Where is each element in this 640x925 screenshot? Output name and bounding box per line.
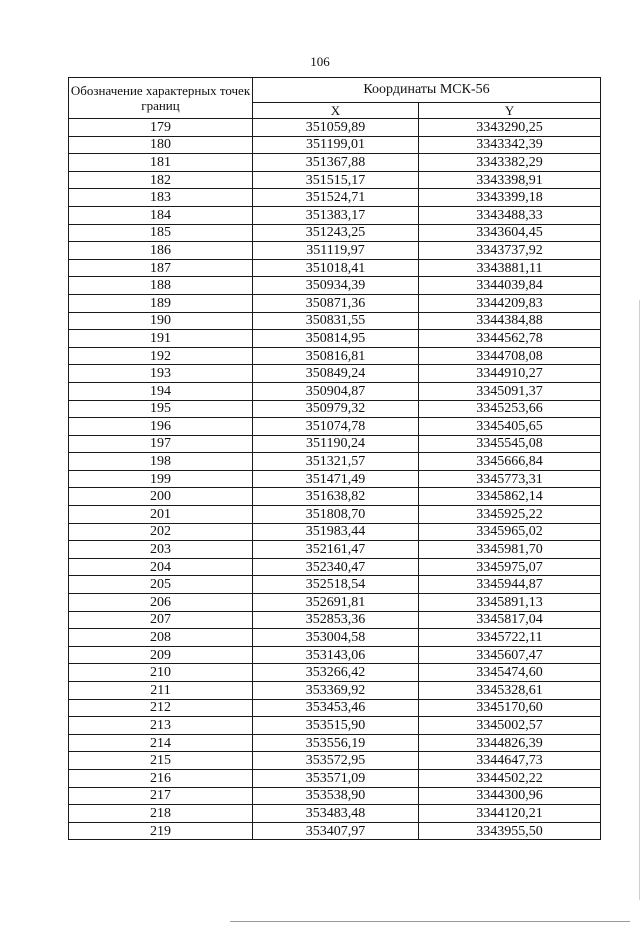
table-row xyxy=(69,259,601,277)
x-coordinate-cell: 352691,81 xyxy=(253,594,419,612)
table-row xyxy=(69,154,601,172)
x-coordinate-cell: 353407,97 xyxy=(253,822,419,840)
table-row xyxy=(69,382,601,400)
x-coordinate-cell: 351808,70 xyxy=(253,506,419,524)
table-row xyxy=(69,576,601,594)
x-coordinate-cell: 352853,36 xyxy=(253,611,419,629)
table-row xyxy=(69,189,601,207)
y-coordinate-cell: 3344039,84 xyxy=(419,277,601,295)
x-coordinate-cell: 353556,19 xyxy=(253,734,419,752)
x-coordinate-cell: 351471,49 xyxy=(253,470,419,488)
point-id-cell: 182 xyxy=(69,171,253,189)
x-coordinate-cell: 351074,78 xyxy=(253,418,419,436)
point-id-cell: 202 xyxy=(69,523,253,541)
table-row xyxy=(69,418,601,436)
y-coordinate-cell: 3344708,08 xyxy=(419,347,601,365)
y-coordinate-cell: 3345817,04 xyxy=(419,611,601,629)
table-row xyxy=(69,717,601,735)
table-row xyxy=(69,769,601,787)
point-id-cell: 206 xyxy=(69,594,253,612)
table-row xyxy=(69,822,601,840)
point-id-cell: 179 xyxy=(69,119,253,137)
point-id-cell: 205 xyxy=(69,576,253,594)
x-coordinate-cell: 351638,82 xyxy=(253,488,419,506)
x-coordinate-cell: 351243,25 xyxy=(253,224,419,242)
table-row xyxy=(69,734,601,752)
header-x: X xyxy=(253,103,419,119)
y-coordinate-cell: 3345965,02 xyxy=(419,523,601,541)
coordinates-table xyxy=(68,77,601,840)
x-coordinate-cell: 351367,88 xyxy=(253,154,419,172)
point-id-cell: 197 xyxy=(69,435,253,453)
point-id-cell: 219 xyxy=(69,822,253,840)
point-id-cell: 193 xyxy=(69,365,253,383)
y-coordinate-cell: 3343382,29 xyxy=(419,154,601,172)
x-coordinate-cell: 350979,32 xyxy=(253,400,419,418)
y-coordinate-cell: 3344209,83 xyxy=(419,294,601,312)
point-id-cell: 184 xyxy=(69,206,253,224)
x-coordinate-cell: 352518,54 xyxy=(253,576,419,594)
point-id-cell: 213 xyxy=(69,717,253,735)
x-coordinate-cell: 351983,44 xyxy=(253,523,419,541)
x-coordinate-cell: 353143,06 xyxy=(253,646,419,664)
y-coordinate-cell: 3345607,47 xyxy=(419,646,601,664)
x-coordinate-cell: 352161,47 xyxy=(253,541,419,559)
x-coordinate-cell: 351383,17 xyxy=(253,206,419,224)
y-coordinate-cell: 3344502,22 xyxy=(419,769,601,787)
table-row xyxy=(69,699,601,717)
x-coordinate-cell: 351515,17 xyxy=(253,171,419,189)
table-row xyxy=(69,453,601,471)
point-id-cell: 192 xyxy=(69,347,253,365)
table-row xyxy=(69,611,601,629)
y-coordinate-cell: 3345773,31 xyxy=(419,470,601,488)
table-row xyxy=(69,206,601,224)
table-row xyxy=(69,242,601,260)
table-row xyxy=(69,664,601,682)
y-coordinate-cell: 3344562,78 xyxy=(419,330,601,348)
point-id-cell: 211 xyxy=(69,682,253,700)
point-id-cell: 214 xyxy=(69,734,253,752)
point-id-cell: 201 xyxy=(69,506,253,524)
table-row xyxy=(69,752,601,770)
y-coordinate-cell: 3345981,70 xyxy=(419,541,601,559)
y-coordinate-cell: 3343398,91 xyxy=(419,171,601,189)
point-id-cell: 194 xyxy=(69,382,253,400)
header-y: Y xyxy=(419,103,601,119)
y-coordinate-cell: 3343342,39 xyxy=(419,136,601,154)
point-id-cell: 196 xyxy=(69,418,253,436)
scan-edge-line xyxy=(230,921,630,922)
table-row xyxy=(69,400,601,418)
table-row xyxy=(69,470,601,488)
table-row xyxy=(69,136,601,154)
y-coordinate-cell: 3344384,88 xyxy=(419,312,601,330)
table-row xyxy=(69,646,601,664)
x-coordinate-cell: 351524,71 xyxy=(253,189,419,207)
x-coordinate-cell: 353266,42 xyxy=(253,664,419,682)
table-row xyxy=(69,594,601,612)
x-coordinate-cell: 353369,92 xyxy=(253,682,419,700)
point-id-cell: 210 xyxy=(69,664,253,682)
table-row xyxy=(69,330,601,348)
point-id-cell: 208 xyxy=(69,629,253,647)
y-coordinate-cell: 3345474,60 xyxy=(419,664,601,682)
table-row xyxy=(69,294,601,312)
table-row xyxy=(69,787,601,805)
table-row xyxy=(69,347,601,365)
point-id-cell: 199 xyxy=(69,470,253,488)
y-coordinate-cell: 3343737,92 xyxy=(419,242,601,260)
y-coordinate-cell: 3345925,22 xyxy=(419,506,601,524)
x-coordinate-cell: 350934,39 xyxy=(253,277,419,295)
y-coordinate-cell: 3345545,08 xyxy=(419,435,601,453)
point-id-cell: 186 xyxy=(69,242,253,260)
point-id-cell: 198 xyxy=(69,453,253,471)
y-coordinate-cell: 3343881,11 xyxy=(419,259,601,277)
table-row xyxy=(69,488,601,506)
x-coordinate-cell: 353004,58 xyxy=(253,629,419,647)
x-coordinate-cell: 350814,95 xyxy=(253,330,419,348)
point-id-cell: 203 xyxy=(69,541,253,559)
y-coordinate-cell: 3344120,21 xyxy=(419,805,601,823)
x-coordinate-cell: 351190,24 xyxy=(253,435,419,453)
x-coordinate-cell: 353572,95 xyxy=(253,752,419,770)
point-id-cell: 191 xyxy=(69,330,253,348)
point-id-cell: 217 xyxy=(69,787,253,805)
point-id-cell: 185 xyxy=(69,224,253,242)
table-row xyxy=(69,805,601,823)
point-id-cell: 209 xyxy=(69,646,253,664)
x-coordinate-cell: 351199,01 xyxy=(253,136,419,154)
point-id-cell: 183 xyxy=(69,189,253,207)
point-id-cell: 218 xyxy=(69,805,253,823)
y-coordinate-cell: 3345862,14 xyxy=(419,488,601,506)
point-id-cell: 207 xyxy=(69,611,253,629)
point-id-cell: 181 xyxy=(69,154,253,172)
table-row xyxy=(69,119,601,137)
y-coordinate-cell: 3344647,73 xyxy=(419,752,601,770)
y-coordinate-cell: 3345722,11 xyxy=(419,629,601,647)
point-id-cell: 215 xyxy=(69,752,253,770)
x-coordinate-cell: 353538,90 xyxy=(253,787,419,805)
y-coordinate-cell: 3344910,27 xyxy=(419,365,601,383)
point-id-cell: 204 xyxy=(69,558,253,576)
table-row xyxy=(69,365,601,383)
table-row xyxy=(69,224,601,242)
table-row xyxy=(69,629,601,647)
table-row xyxy=(69,312,601,330)
point-id-cell: 200 xyxy=(69,488,253,506)
y-coordinate-cell: 3344300,96 xyxy=(419,787,601,805)
x-coordinate-cell: 353515,90 xyxy=(253,717,419,735)
y-coordinate-cell: 3345666,84 xyxy=(419,453,601,471)
x-coordinate-cell: 350871,36 xyxy=(253,294,419,312)
y-coordinate-cell: 3345944,87 xyxy=(419,576,601,594)
point-id-cell: 188 xyxy=(69,277,253,295)
table-row xyxy=(69,277,601,295)
y-coordinate-cell: 3345253,66 xyxy=(419,400,601,418)
point-id-cell: 180 xyxy=(69,136,253,154)
header-coordinates: Координаты МСК-56 xyxy=(253,78,601,103)
y-coordinate-cell: 3343604,45 xyxy=(419,224,601,242)
table-body xyxy=(69,119,601,840)
point-id-cell: 195 xyxy=(69,400,253,418)
table-row xyxy=(69,523,601,541)
table-row xyxy=(69,682,601,700)
x-coordinate-cell: 350849,24 xyxy=(253,365,419,383)
y-coordinate-cell: 3345975,07 xyxy=(419,558,601,576)
y-coordinate-cell: 3343955,50 xyxy=(419,822,601,840)
x-coordinate-cell: 350816,81 xyxy=(253,347,419,365)
y-coordinate-cell: 3345002,57 xyxy=(419,717,601,735)
page-number: 106 xyxy=(310,54,330,69)
y-coordinate-cell: 3343290,25 xyxy=(419,119,601,137)
y-coordinate-cell: 3345170,60 xyxy=(419,699,601,717)
table-row xyxy=(69,506,601,524)
x-coordinate-cell: 353483,48 xyxy=(253,805,419,823)
table-row xyxy=(69,541,601,559)
x-coordinate-cell: 351059,89 xyxy=(253,119,419,137)
y-coordinate-cell: 3345891,13 xyxy=(419,594,601,612)
point-id-cell: 190 xyxy=(69,312,253,330)
y-coordinate-cell: 3345405,65 xyxy=(419,418,601,436)
header-boundary-points: Обозначение характерных точек границ xyxy=(69,78,253,119)
point-id-cell: 189 xyxy=(69,294,253,312)
x-coordinate-cell: 351018,41 xyxy=(253,259,419,277)
table-header xyxy=(69,78,601,119)
x-coordinate-cell: 353453,46 xyxy=(253,699,419,717)
y-coordinate-cell: 3344826,39 xyxy=(419,734,601,752)
y-coordinate-cell: 3343399,18 xyxy=(419,189,601,207)
x-coordinate-cell: 352340,47 xyxy=(253,558,419,576)
table-row xyxy=(69,171,601,189)
point-id-cell: 216 xyxy=(69,769,253,787)
y-coordinate-cell: 3343488,33 xyxy=(419,206,601,224)
x-coordinate-cell: 351119,97 xyxy=(253,242,419,260)
y-coordinate-cell: 3345328,61 xyxy=(419,682,601,700)
y-coordinate-cell: 3345091,37 xyxy=(419,382,601,400)
point-id-cell: 187 xyxy=(69,259,253,277)
x-coordinate-cell: 353571,09 xyxy=(253,769,419,787)
table-row xyxy=(69,558,601,576)
x-coordinate-cell: 351321,57 xyxy=(253,453,419,471)
table-row xyxy=(69,435,601,453)
point-id-cell: 212 xyxy=(69,699,253,717)
x-coordinate-cell: 350831,55 xyxy=(253,312,419,330)
x-coordinate-cell: 350904,87 xyxy=(253,382,419,400)
